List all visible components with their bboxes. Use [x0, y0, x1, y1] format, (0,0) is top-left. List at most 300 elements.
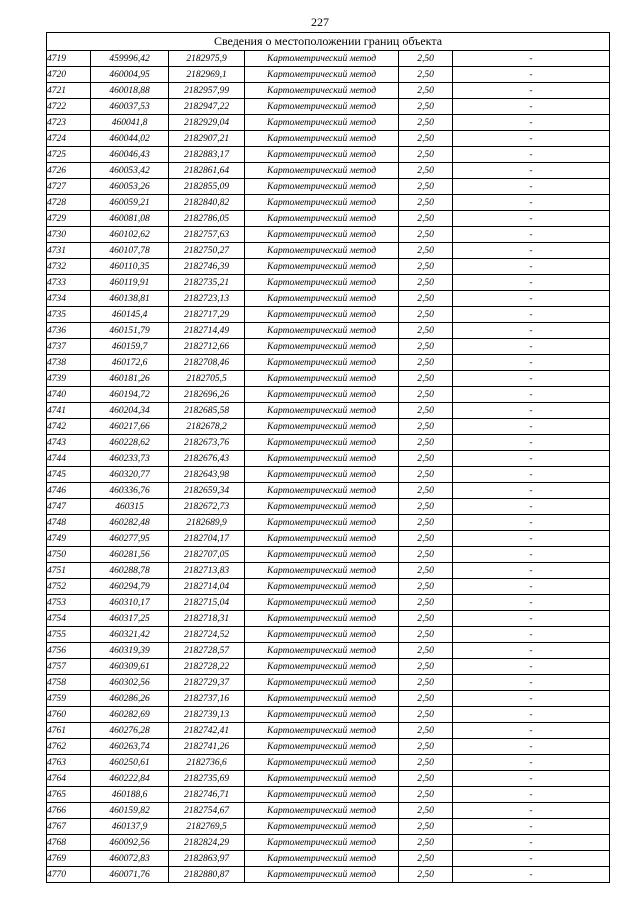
point-number-cell: 4757 — [47, 659, 91, 675]
method-cell: Картометрический метод — [245, 355, 399, 371]
table-row — [47, 611, 610, 627]
x-coordinate-cell: 460294,79 — [91, 579, 169, 595]
method-cell: Картометрический метод — [245, 659, 399, 675]
y-coordinate-cell: 2182746,39 — [169, 259, 245, 275]
point-number-cell: 4742 — [47, 419, 91, 435]
table-row — [47, 627, 610, 643]
method-cell: Картометрический метод — [245, 371, 399, 387]
method-cell: Картометрический метод — [245, 771, 399, 787]
table-row — [47, 227, 610, 243]
accuracy-cell: 2,50 — [399, 499, 453, 515]
table-row — [47, 371, 610, 387]
page-number: 227 — [311, 15, 329, 29]
x-coordinate-cell: 460276,28 — [91, 723, 169, 739]
y-coordinate-cell: 2182696,26 — [169, 387, 245, 403]
accuracy-cell: 2,50 — [399, 435, 453, 451]
table-row — [47, 147, 610, 163]
method-cell: Картометрический метод — [245, 195, 399, 211]
y-coordinate-cell: 2182880,87 — [169, 867, 245, 883]
description-cell: - — [453, 67, 610, 83]
y-coordinate-cell: 2182689,9 — [169, 515, 245, 531]
accuracy-cell: 2,50 — [399, 291, 453, 307]
accuracy-cell: 2,50 — [399, 371, 453, 387]
x-coordinate-cell: 460072,83 — [91, 851, 169, 867]
table-row — [47, 787, 610, 803]
point-number-cell: 4740 — [47, 387, 91, 403]
description-cell: - — [453, 739, 610, 755]
y-coordinate-cell: 2182708,46 — [169, 355, 245, 371]
table-row — [47, 579, 610, 595]
description-cell: - — [453, 467, 610, 483]
description-cell: - — [453, 371, 610, 387]
x-coordinate-cell: 460222,84 — [91, 771, 169, 787]
x-coordinate-cell: 460188,6 — [91, 787, 169, 803]
x-coordinate-cell: 460119,91 — [91, 275, 169, 291]
description-cell: - — [453, 83, 610, 99]
y-coordinate-cell: 2182707,05 — [169, 547, 245, 563]
y-coordinate-cell: 2182705,5 — [169, 371, 245, 387]
x-coordinate-cell: 460288,78 — [91, 563, 169, 579]
accuracy-cell: 2,50 — [399, 819, 453, 835]
x-coordinate-cell: 460181,26 — [91, 371, 169, 387]
x-coordinate-cell: 460081,08 — [91, 211, 169, 227]
accuracy-cell: 2,50 — [399, 675, 453, 691]
method-cell: Картометрический метод — [245, 435, 399, 451]
y-coordinate-cell: 2182659,34 — [169, 483, 245, 499]
method-cell: Картометрический метод — [245, 115, 399, 131]
x-coordinate-cell: 460107,78 — [91, 243, 169, 259]
method-cell: Картометрический метод — [245, 259, 399, 275]
method-cell: Картометрический метод — [245, 611, 399, 627]
table-row — [47, 83, 610, 99]
table-row — [47, 355, 610, 371]
table-row — [47, 851, 610, 867]
x-coordinate-cell: 460092,56 — [91, 835, 169, 851]
x-coordinate-cell: 460138,81 — [91, 291, 169, 307]
description-cell: - — [453, 611, 610, 627]
table-row — [47, 307, 610, 323]
table-row — [47, 723, 610, 739]
description-cell: - — [453, 835, 610, 851]
x-coordinate-cell: 460137,9 — [91, 819, 169, 835]
description-cell: - — [453, 227, 610, 243]
method-cell: Картометрический метод — [245, 131, 399, 147]
table-row — [47, 547, 610, 563]
accuracy-cell: 2,50 — [399, 579, 453, 595]
x-coordinate-cell: 460309,61 — [91, 659, 169, 675]
y-coordinate-cell: 2182863,97 — [169, 851, 245, 867]
y-coordinate-cell: 2182957,99 — [169, 83, 245, 99]
description-cell: - — [453, 243, 610, 259]
x-coordinate-cell: 460282,48 — [91, 515, 169, 531]
accuracy-cell: 2,50 — [399, 99, 453, 115]
method-cell: Картометрический метод — [245, 803, 399, 819]
method-cell: Картометрический метод — [245, 323, 399, 339]
method-cell: Картометрический метод — [245, 467, 399, 483]
description-cell: - — [453, 179, 610, 195]
y-coordinate-cell: 2182673,76 — [169, 435, 245, 451]
description-cell: - — [453, 403, 610, 419]
y-coordinate-cell: 2182975,9 — [169, 51, 245, 67]
point-number-cell: 4749 — [47, 531, 91, 547]
accuracy-cell: 2,50 — [399, 403, 453, 419]
y-coordinate-cell: 2182712,66 — [169, 339, 245, 355]
method-cell: Картометрический метод — [245, 515, 399, 531]
point-number-cell: 4752 — [47, 579, 91, 595]
x-coordinate-cell: 460282,69 — [91, 707, 169, 723]
point-number-cell: 4744 — [47, 451, 91, 467]
table-row — [47, 499, 610, 515]
accuracy-cell: 2,50 — [399, 483, 453, 499]
point-number-cell: 4720 — [47, 67, 91, 83]
x-coordinate-cell: 460302,56 — [91, 675, 169, 691]
point-number-cell: 4733 — [47, 275, 91, 291]
point-number-cell: 4741 — [47, 403, 91, 419]
table-row — [47, 99, 610, 115]
description-cell: - — [453, 707, 610, 723]
x-coordinate-cell: 460159,7 — [91, 339, 169, 355]
method-cell: Картометрический метод — [245, 83, 399, 99]
point-number-cell: 4763 — [47, 755, 91, 771]
method-cell: Картометрический метод — [245, 291, 399, 307]
table-row — [47, 259, 610, 275]
point-number-cell: 4761 — [47, 723, 91, 739]
description-cell: - — [453, 803, 610, 819]
point-number-cell: 4724 — [47, 131, 91, 147]
method-cell: Картометрический метод — [245, 595, 399, 611]
description-cell: - — [453, 147, 610, 163]
point-number-cell: 4769 — [47, 851, 91, 867]
x-coordinate-cell: 460102,62 — [91, 227, 169, 243]
point-number-cell: 4766 — [47, 803, 91, 819]
y-coordinate-cell: 2182840,82 — [169, 195, 245, 211]
x-coordinate-cell: 460315 — [91, 499, 169, 515]
description-cell: - — [453, 819, 610, 835]
table-row — [47, 387, 610, 403]
point-number-cell: 4755 — [47, 627, 91, 643]
x-coordinate-cell: 460281,56 — [91, 547, 169, 563]
description-cell: - — [453, 51, 610, 67]
method-cell: Картометрический метод — [245, 787, 399, 803]
x-coordinate-cell: 459996,42 — [91, 51, 169, 67]
x-coordinate-cell: 460110,35 — [91, 259, 169, 275]
x-coordinate-cell: 460041,8 — [91, 115, 169, 131]
description-cell: - — [453, 275, 610, 291]
x-coordinate-cell: 460286,26 — [91, 691, 169, 707]
accuracy-cell: 2,50 — [399, 547, 453, 563]
table-body — [47, 51, 610, 883]
x-coordinate-cell: 460319,39 — [91, 643, 169, 659]
method-cell: Картометрический метод — [245, 563, 399, 579]
method-cell: Картометрический метод — [245, 723, 399, 739]
y-coordinate-cell: 2182746,71 — [169, 787, 245, 803]
table-row — [47, 163, 610, 179]
y-coordinate-cell: 2182969,1 — [169, 67, 245, 83]
y-coordinate-cell: 2182929,04 — [169, 115, 245, 131]
accuracy-cell: 2,50 — [399, 243, 453, 259]
description-cell: - — [453, 307, 610, 323]
y-coordinate-cell: 2182685,58 — [169, 403, 245, 419]
accuracy-cell: 2,50 — [399, 387, 453, 403]
y-coordinate-cell: 2182769,5 — [169, 819, 245, 835]
description-cell: - — [453, 515, 610, 531]
x-coordinate-cell: 460320,77 — [91, 467, 169, 483]
table-row — [47, 419, 610, 435]
y-coordinate-cell: 2182704,17 — [169, 531, 245, 547]
point-number-cell: 4739 — [47, 371, 91, 387]
description-cell: - — [453, 771, 610, 787]
y-coordinate-cell: 2182855,09 — [169, 179, 245, 195]
method-cell: Картометрический метод — [245, 579, 399, 595]
method-cell: Картометрический метод — [245, 419, 399, 435]
point-number-cell: 4729 — [47, 211, 91, 227]
accuracy-cell: 2,50 — [399, 179, 453, 195]
x-coordinate-cell: 460336,76 — [91, 483, 169, 499]
point-number-cell: 4728 — [47, 195, 91, 211]
accuracy-cell: 2,50 — [399, 835, 453, 851]
table-row — [47, 531, 610, 547]
point-number-cell: 4751 — [47, 563, 91, 579]
y-coordinate-cell: 2182715,04 — [169, 595, 245, 611]
point-number-cell: 4726 — [47, 163, 91, 179]
accuracy-cell: 2,50 — [399, 707, 453, 723]
accuracy-cell: 2,50 — [399, 691, 453, 707]
method-cell: Картометрический метод — [245, 643, 399, 659]
y-coordinate-cell: 2182824,29 — [169, 835, 245, 851]
accuracy-cell: 2,50 — [399, 595, 453, 611]
method-cell: Картометрический метод — [245, 675, 399, 691]
table-row — [47, 707, 610, 723]
description-cell: - — [453, 563, 610, 579]
table-row — [47, 867, 610, 883]
table-row — [47, 739, 610, 755]
method-cell: Картометрический метод — [245, 835, 399, 851]
y-coordinate-cell: 2182947,22 — [169, 99, 245, 115]
point-number-cell: 4754 — [47, 611, 91, 627]
accuracy-cell: 2,50 — [399, 611, 453, 627]
x-coordinate-cell: 460233,73 — [91, 451, 169, 467]
x-coordinate-cell: 460044,02 — [91, 131, 169, 147]
accuracy-cell: 2,50 — [399, 531, 453, 547]
method-cell: Картометрический метод — [245, 451, 399, 467]
accuracy-cell: 2,50 — [399, 227, 453, 243]
point-number-cell: 4756 — [47, 643, 91, 659]
description-cell: - — [453, 659, 610, 675]
y-coordinate-cell: 2182883,17 — [169, 147, 245, 163]
x-coordinate-cell: 460004,95 — [91, 67, 169, 83]
y-coordinate-cell: 2182735,21 — [169, 275, 245, 291]
description-cell: - — [453, 259, 610, 275]
table-row — [47, 243, 610, 259]
x-coordinate-cell: 460018,88 — [91, 83, 169, 99]
accuracy-cell: 2,50 — [399, 419, 453, 435]
description-cell: - — [453, 531, 610, 547]
method-cell: Картометрический метод — [245, 707, 399, 723]
description-cell: - — [453, 435, 610, 451]
description-cell: - — [453, 211, 610, 227]
accuracy-cell: 2,50 — [399, 739, 453, 755]
description-cell: - — [453, 547, 610, 563]
method-cell: Картометрический метод — [245, 819, 399, 835]
x-coordinate-cell: 460228,62 — [91, 435, 169, 451]
y-coordinate-cell: 2182643,98 — [169, 467, 245, 483]
accuracy-cell: 2,50 — [399, 771, 453, 787]
point-number-cell: 4730 — [47, 227, 91, 243]
method-cell: Картометрический метод — [245, 483, 399, 499]
description-cell: - — [453, 339, 610, 355]
point-number-cell: 4731 — [47, 243, 91, 259]
method-cell: Картометрический метод — [245, 67, 399, 83]
accuracy-cell: 2,50 — [399, 195, 453, 211]
y-coordinate-cell: 2182714,04 — [169, 579, 245, 595]
description-cell: - — [453, 595, 610, 611]
y-coordinate-cell: 2182713,83 — [169, 563, 245, 579]
x-coordinate-cell: 460204,34 — [91, 403, 169, 419]
accuracy-cell: 2,50 — [399, 307, 453, 323]
y-coordinate-cell: 2182742,41 — [169, 723, 245, 739]
description-cell: - — [453, 419, 610, 435]
table-row — [47, 275, 610, 291]
accuracy-cell: 2,50 — [399, 867, 453, 883]
x-coordinate-cell: 460172,6 — [91, 355, 169, 371]
table-row — [47, 595, 610, 611]
x-coordinate-cell: 460151,79 — [91, 323, 169, 339]
accuracy-cell: 2,50 — [399, 339, 453, 355]
table-row — [47, 691, 610, 707]
method-cell: Картометрический метод — [245, 147, 399, 163]
accuracy-cell: 2,50 — [399, 451, 453, 467]
accuracy-cell: 2,50 — [399, 211, 453, 227]
table-row — [47, 179, 610, 195]
x-coordinate-cell: 460046,43 — [91, 147, 169, 163]
method-cell: Картометрический метод — [245, 547, 399, 563]
method-cell: Картометрический метод — [245, 867, 399, 883]
description-cell: - — [453, 195, 610, 211]
method-cell: Картометрический метод — [245, 211, 399, 227]
description-cell: - — [453, 691, 610, 707]
point-number-cell: 4738 — [47, 355, 91, 371]
point-number-cell: 4721 — [47, 83, 91, 99]
method-cell: Картометрический метод — [245, 499, 399, 515]
table-row — [47, 67, 610, 83]
method-cell: Картометрический метод — [245, 179, 399, 195]
table-row — [47, 771, 610, 787]
point-number-cell: 4719 — [47, 51, 91, 67]
y-coordinate-cell: 2182786,05 — [169, 211, 245, 227]
x-coordinate-cell: 460321,42 — [91, 627, 169, 643]
description-cell: - — [453, 643, 610, 659]
point-number-cell: 4736 — [47, 323, 91, 339]
y-coordinate-cell: 2182757,63 — [169, 227, 245, 243]
accuracy-cell: 2,50 — [399, 787, 453, 803]
point-number-cell: 4743 — [47, 435, 91, 451]
point-number-cell: 4747 — [47, 499, 91, 515]
accuracy-cell: 2,50 — [399, 147, 453, 163]
description-cell: - — [453, 867, 610, 883]
table-row — [47, 115, 610, 131]
y-coordinate-cell: 2182750,27 — [169, 243, 245, 259]
y-coordinate-cell: 2182754,67 — [169, 803, 245, 819]
y-coordinate-cell: 2182728,57 — [169, 643, 245, 659]
method-cell: Картометрический метод — [245, 163, 399, 179]
y-coordinate-cell: 2182739,13 — [169, 707, 245, 723]
x-coordinate-cell: 460053,26 — [91, 179, 169, 195]
description-cell: - — [453, 387, 610, 403]
point-number-cell: 4734 — [47, 291, 91, 307]
method-cell: Картометрический метод — [245, 243, 399, 259]
table-row — [47, 211, 610, 227]
method-cell: Картометрический метод — [245, 531, 399, 547]
point-number-cell: 4722 — [47, 99, 91, 115]
description-cell: - — [453, 787, 610, 803]
x-coordinate-cell: 460277,95 — [91, 531, 169, 547]
table-row — [47, 323, 610, 339]
x-coordinate-cell: 460145,4 — [91, 307, 169, 323]
x-coordinate-cell: 460059,21 — [91, 195, 169, 211]
y-coordinate-cell: 2182676,43 — [169, 451, 245, 467]
method-cell: Картометрический метод — [245, 387, 399, 403]
point-number-cell: 4759 — [47, 691, 91, 707]
table-row — [47, 291, 610, 307]
x-coordinate-cell: 460071,76 — [91, 867, 169, 883]
boundary-coordinates-table — [46, 32, 610, 883]
accuracy-cell: 2,50 — [399, 755, 453, 771]
y-coordinate-cell: 2182735,69 — [169, 771, 245, 787]
x-coordinate-cell: 460037,53 — [91, 99, 169, 115]
y-coordinate-cell: 2182729,37 — [169, 675, 245, 691]
y-coordinate-cell: 2182728,22 — [169, 659, 245, 675]
method-cell: Картометрический метод — [245, 851, 399, 867]
accuracy-cell: 2,50 — [399, 659, 453, 675]
x-coordinate-cell: 460317,25 — [91, 611, 169, 627]
description-cell: - — [453, 291, 610, 307]
point-number-cell: 4758 — [47, 675, 91, 691]
table-row — [47, 515, 610, 531]
description-cell: - — [453, 499, 610, 515]
accuracy-cell: 2,50 — [399, 723, 453, 739]
description-cell: - — [453, 163, 610, 179]
method-cell: Картометрический метод — [245, 307, 399, 323]
table-row — [47, 483, 610, 499]
point-number-cell: 4764 — [47, 771, 91, 787]
table-row — [47, 643, 610, 659]
description-cell: - — [453, 99, 610, 115]
table-title: Сведения о местоположении границ объекта — [47, 33, 610, 51]
method-cell: Картометрический метод — [245, 691, 399, 707]
table-row — [47, 403, 610, 419]
y-coordinate-cell: 2182714,49 — [169, 323, 245, 339]
table-row — [47, 803, 610, 819]
table-row — [47, 659, 610, 675]
point-number-cell: 4746 — [47, 483, 91, 499]
description-cell: - — [453, 675, 610, 691]
point-number-cell: 4727 — [47, 179, 91, 195]
description-cell: - — [453, 131, 610, 147]
method-cell: Картометрический метод — [245, 227, 399, 243]
point-number-cell: 4762 — [47, 739, 91, 755]
accuracy-cell: 2,50 — [399, 51, 453, 67]
description-cell: - — [453, 723, 610, 739]
point-number-cell: 4725 — [47, 147, 91, 163]
point-number-cell: 4735 — [47, 307, 91, 323]
description-cell: - — [453, 355, 610, 371]
accuracy-cell: 2,50 — [399, 131, 453, 147]
table-row — [47, 819, 610, 835]
accuracy-cell: 2,50 — [399, 851, 453, 867]
table-title-row — [47, 33, 610, 51]
accuracy-cell: 2,50 — [399, 803, 453, 819]
x-coordinate-cell: 460250,61 — [91, 755, 169, 771]
